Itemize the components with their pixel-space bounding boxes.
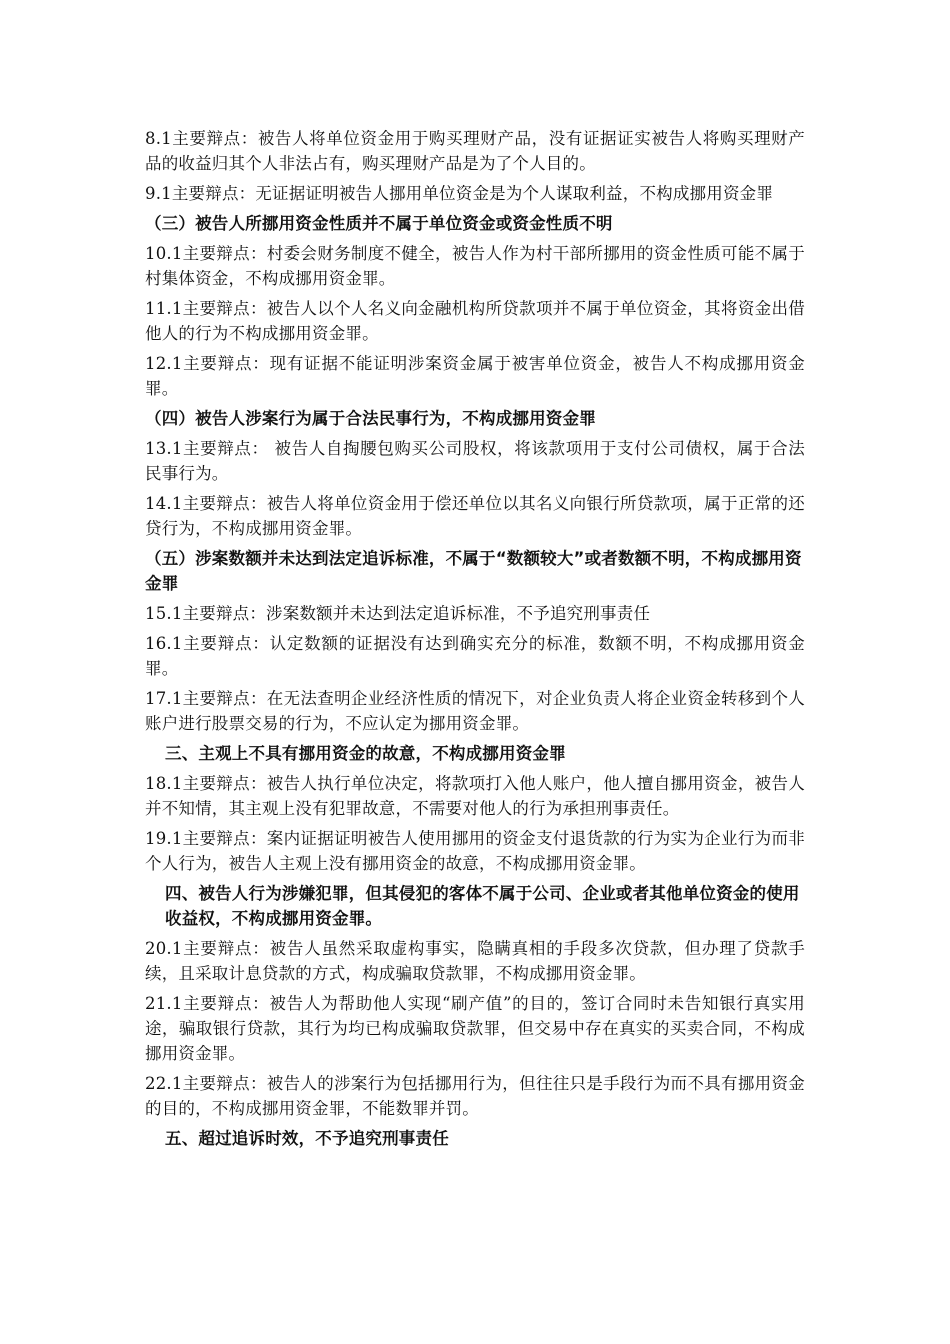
section-heading-5: （五）涉案数额并未达到法定追诉标准，不属于“数额较大”或者数额不明，不构成挪用资金罪 — [145, 549, 802, 593]
paragraph-12-1: 12.1主要辩点：现有证据不能证明涉案资金属于被害单位资金，被告人不构成挪用资金罪。 — [145, 354, 805, 398]
paragraph-19-1: 19.1主要辩点：案内证据证明被告人使用挪用的资金支付退货款的行为实为企业行为而非个人行为，被告人主观上没有挪用资金的故意，不构成挪用资金罪。 — [145, 829, 805, 873]
paragraph-9-1: 9.1主要辩点：无证据证明被告人挪用单位资金是为个人谋取利益，不构成挪用资金罪 — [145, 184, 774, 203]
chapter-heading-4: 四、被告人行为涉嫌犯罪，但其侵犯的客体不属于公司、企业或者其他单位资金的使用收益权，不构成挪用资金罪。 — [165, 884, 800, 928]
chapter-heading-3: 三、主观上不具有挪用资金的故意，不构成挪用资金罪 — [165, 744, 566, 763]
paragraph-18-1: 18.1主要辩点：被告人执行单位决定，将款项打入他人账户，他人擅自挪用资金，被告人并不知情，其主观上没有犯罪故意，不需要对他人的行为承担刑事责任。 — [145, 774, 805, 818]
document-body — [145, 126, 805, 1156]
paragraph-10-1: 10.1主要辩点：村委会财务制度不健全，被告人作为村干部所挪用的资金性质可能不属于村集体资金，不构成挪用资金罪。 — [145, 244, 805, 288]
paragraph-17-1: 17.1主要辩点：在无法查明企业经济性质的情况下，对企业负责人将企业资金转移到个人账户进行股票交易的行为，不应认定为挪用资金罪。 — [145, 689, 805, 733]
chapter-heading-5: 五、超过追诉时效，不予追究刑事责任 — [165, 1129, 449, 1148]
section-heading-3: （三）被告人所挪用资金性质并不属于单位资金或资金性质不明 — [145, 214, 613, 233]
paragraph-14-1: 14.1主要辩点：被告人将单位资金用于偿还单位以其名义向银行所贷款项，属于正常的还贷行为，不构成挪用资金罪。 — [145, 494, 805, 538]
paragraph-22-1: 22.1主要辩点：被告人的涉案行为包括挪用行为，但往往只是手段行为而不具有挪用资金的目的，不构成挪用资金罪，不能数罪并罚。 — [145, 1074, 805, 1118]
paragraph-16-1: 16.1主要辩点：认定数额的证据没有达到确实充分的标准，数额不明，不构成挪用资金罪。 — [145, 634, 805, 678]
paragraph-13-1: 13.1主要辩点： 被告人自掏腰包购买公司股权，将该款项用于支付公司债权，属于合法民事行为。 — [145, 439, 805, 483]
paragraph-8-1: 8.1主要辩点：被告人将单位资金用于购买理财产品，没有证据证实被告人将购买理财产品的收益归其个人非法占有，购买理财产品是为了个人目的。 — [145, 129, 805, 173]
section-heading-4: （四）被告人涉案行为属于合法民事行为，不构成挪用资金罪 — [145, 409, 596, 428]
paragraph-21-1: 21.1主要辩点：被告人为帮助他人实现“刷产值”的目的，签订合同时未告知银行真实用途，骗取银行贷款，其行为均已构成骗取贷款罪，但交易中存在真实的买卖合同，不构成挪用资金罪。 — [145, 994, 805, 1063]
paragraph-15-1: 15.1主要辩点：涉案数额并未达到法定追诉标准，不予追究刑事责任 — [145, 604, 651, 623]
paragraph-11-1: 11.1主要辩点：被告人以个人名义向金融机构所贷款项并不属于单位资金，其将资金出借他人的行为不构成挪用资金罪。 — [145, 299, 805, 343]
paragraph-20-1: 20.1主要辩点：被告人虽然采取虚构事实，隐瞒真相的手段多次贷款，但办理了贷款手续，且采取计息贷款的方式，构成骗取贷款罪，不构成挪用资金罪。 — [145, 939, 805, 983]
